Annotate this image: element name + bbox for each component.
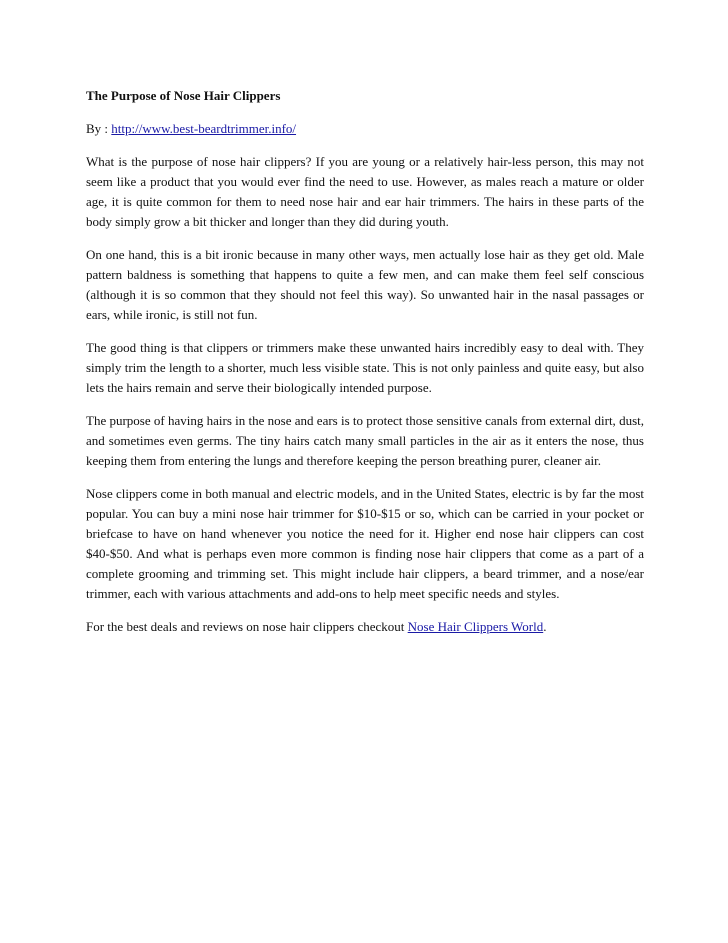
paragraph-2: On one hand, this is a bit ironic because in many other ways, men actually lose hair as they get old. Male pattern baldness is something that happens to quite a few men, and can make them feel self conscious (although it is so common that they should not feel this way). So unwanted hair in the nasal passages or ears, while ironic, is still not fun. bbox=[86, 247, 644, 322]
byline-prefix: By : bbox=[86, 121, 112, 136]
nose-hair-clippers-world-link[interactable]: Nose Hair Clippers World bbox=[407, 619, 544, 634]
closing-paragraph bbox=[86, 617, 644, 637]
document-title: The Purpose of Nose Hair Clippers bbox=[86, 88, 281, 103]
paragraph-1: What is the purpose of nose hair clippers? If you are young or a relatively hair-less person, this may not seem like a product that you would ever find the need to use. However, as males reach a mature or older age, it is quite common for them to need nose hair and ear hair trimmers. The hairs in these parts of the body simply grow a bit thicker and longer than they did during youth. bbox=[86, 154, 644, 229]
byline bbox=[86, 119, 644, 139]
byline-link[interactable]: http://www.best-beardtrimmer.info/ bbox=[111, 121, 297, 136]
paragraph-4: The purpose of having hairs in the nose and ears is to protect those sensitive canals from external dirt, dust, and sometimes even germs. The tiny hairs catch many small particles in the air as it enters the nose, thus keeping them from entering the lungs and therefore keeping the person breathing purer, cleaner air. bbox=[86, 413, 644, 468]
paragraph-5: Nose clippers come in both manual and electric models, and in the United States, electric is by far the most popular. You can buy a mini nose hair trimmer for $10-$15 or so, which can be carried in your pocket or briefcase to have on hand whenever you notice the need for it. Higher end nose hair clippers can cost $40-$50. And what is perhaps even more common is finding nose hair clippers that come as a part of a complete grooming and trimming set. This might include hair clippers, a beard trimmer, and a nose/ear trimmer, each with various attachments and add-ons to help meet specific needs and styles. bbox=[86, 486, 644, 601]
closing-prefix: For the best deals and reviews on nose hair clippers checkout bbox=[86, 619, 408, 634]
closing-suffix: . bbox=[543, 619, 547, 634]
paragraph-3: The good thing is that clippers or trimmers make these unwanted hairs incredibly easy to deal with. They simply trim the length to a shorter, much less visible state. This is not only painless and quite easy, but also lets the hairs remain and serve their biologically intended purpose. bbox=[86, 340, 644, 395]
